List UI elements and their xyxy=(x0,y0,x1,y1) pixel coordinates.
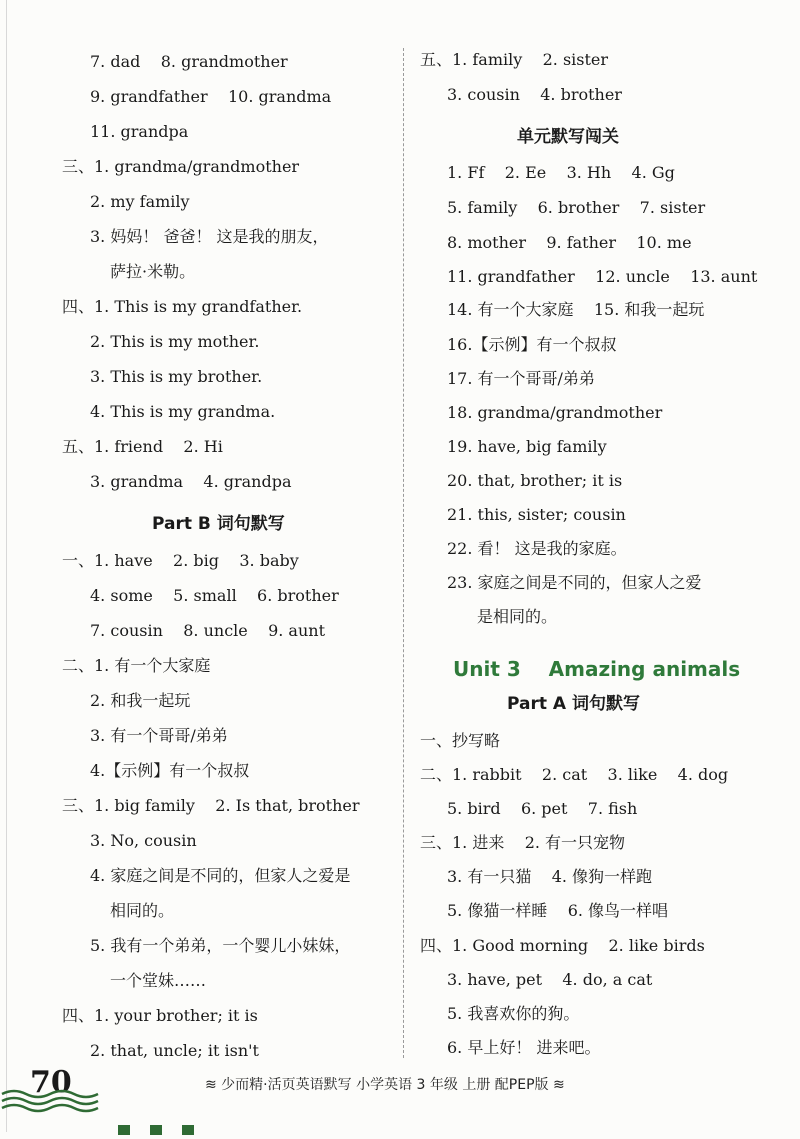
answer-line: 2. 和我一起玩 xyxy=(90,691,191,710)
answer-line: 8. mother 9. father 10. me xyxy=(447,233,692,252)
answer-line: 一、1. have 2. big 3. baby xyxy=(62,551,299,570)
column-divider xyxy=(403,48,404,1058)
footer-book-info: ≋ 少而精·活页英语默写 小学英语 3 年级 上册 配PEP版 ≋ xyxy=(205,1077,565,1093)
answer-line: 五、1. family 2. sister xyxy=(420,50,609,69)
answer-line: 5. bird 6. pet 7. fish xyxy=(447,799,638,818)
answer-line: 3. 妈妈！ 爸爸！ 这是我的朋友， xyxy=(90,227,329,246)
footer-squares xyxy=(118,1120,214,1139)
answer-line: 5. 我喜欢你的狗。 xyxy=(447,1004,580,1023)
answer-line: 3. No, cousin xyxy=(90,831,197,850)
answer-line: 一、抄写略 xyxy=(420,731,501,750)
answer-line: 三、1. big family 2. Is that, brother xyxy=(62,796,360,815)
square-icon xyxy=(118,1125,130,1135)
answer-line: 3. This is my brother. xyxy=(90,367,263,386)
answer-line: 20. that, brother; it is xyxy=(447,471,623,490)
answer-line: 2. This is my mother. xyxy=(90,332,260,351)
answer-line: 4.【示例】有一个叔叔 xyxy=(90,761,250,780)
page-number: 70 xyxy=(30,1065,72,1100)
answer-line: 5. family 6. brother 7. sister xyxy=(447,198,706,217)
answer-line: 一个堂妹…… xyxy=(110,971,207,990)
answer-line: 3. 有一只猫 4. 像狗一样跑 xyxy=(447,867,653,886)
answer-line: 11. grandfather 12. uncle 13. aunt xyxy=(447,267,758,286)
answer-line: 19. have, big family xyxy=(447,437,607,456)
answer-line: 16.【示例】有一个叔叔 xyxy=(447,335,617,354)
answer-line: 萨拉·米勒。 xyxy=(110,262,196,281)
answer-line: 四、1. your brother; it is xyxy=(62,1006,258,1025)
answer-line: 22. 看！ 这是我的家庭。 xyxy=(447,539,627,558)
answer-line: 14. 有一个大家庭 15. 和我一起玩 xyxy=(447,300,705,319)
answer-line: 四、1. This is my grandfather. xyxy=(62,297,303,316)
page-edge xyxy=(6,0,7,1132)
answer-line: 7. dad 8. grandmother xyxy=(90,52,288,71)
answer-line: 二、1. 有一个大家庭 xyxy=(62,656,211,675)
square-icon xyxy=(150,1125,162,1135)
answer-line: 3. grandma 4. grandpa xyxy=(90,472,292,491)
answer-line: 4. This is my grandma. xyxy=(90,402,276,421)
section-heading: 单元默写闯关 xyxy=(517,127,619,147)
answer-line: 6. 早上好！ 进来吧。 xyxy=(447,1038,601,1057)
answer-line: 18. grandma/grandmother xyxy=(447,403,663,422)
answer-line: 5. 我有一个弟弟，一个婴儿小妹妹， xyxy=(90,936,351,955)
answer-line: 1. Ff 2. Ee 3. Hh 4. Gg xyxy=(447,163,675,182)
page-footer xyxy=(0,1060,800,1132)
section-heading: Part B 词句默写 xyxy=(152,514,285,534)
answer-line: 5. 像猫一样睡 6. 像鸟一样唱 xyxy=(447,901,669,920)
answer-line: 21. this, sister; cousin xyxy=(447,505,626,524)
answer-line: 23. 家庭之间是不同的，但家人之爱 xyxy=(447,573,702,592)
square-icon xyxy=(182,1125,194,1135)
unit-title: Unit 3 Amazing animals xyxy=(453,657,741,681)
answer-line: 7. cousin 8. uncle 9. aunt xyxy=(90,621,326,640)
answer-line: 2. my family xyxy=(90,192,190,211)
wave-decoration-icon xyxy=(0,1088,100,1118)
answer-line: 三、1. grandma/grandmother xyxy=(62,157,300,176)
answer-line: 3. 有一个哥哥/弟弟 xyxy=(90,726,228,745)
answer-line: 二、1. rabbit 2. cat 3. like 4. dog xyxy=(420,765,729,784)
answer-line: 三、1. 进来 2. 有一只宠物 xyxy=(420,833,626,852)
answer-line: 3. have, pet 4. do, a cat xyxy=(447,970,653,989)
answer-line: 2. that, uncle; it isn't xyxy=(90,1041,259,1060)
answer-line: 相同的。 xyxy=(110,901,175,920)
answer-line: 4. 家庭之间是不同的，但家人之爱是 xyxy=(90,866,351,885)
section-heading: Part A 词句默写 xyxy=(507,694,640,714)
answer-line: 3. cousin 4. brother xyxy=(447,85,622,104)
answer-line: 五、1. friend 2. Hi xyxy=(62,437,223,456)
answer-line: 11. grandpa xyxy=(90,122,189,141)
answer-line: 4. some 5. small 6. brother xyxy=(90,586,339,605)
answer-line: 17. 有一个哥哥/弟弟 xyxy=(447,369,595,388)
answer-line: 是相同的。 xyxy=(477,607,558,626)
answer-line: 四、1. Good morning 2. like birds xyxy=(420,936,705,955)
answer-line: 9. grandfather 10. grandma xyxy=(90,87,332,106)
